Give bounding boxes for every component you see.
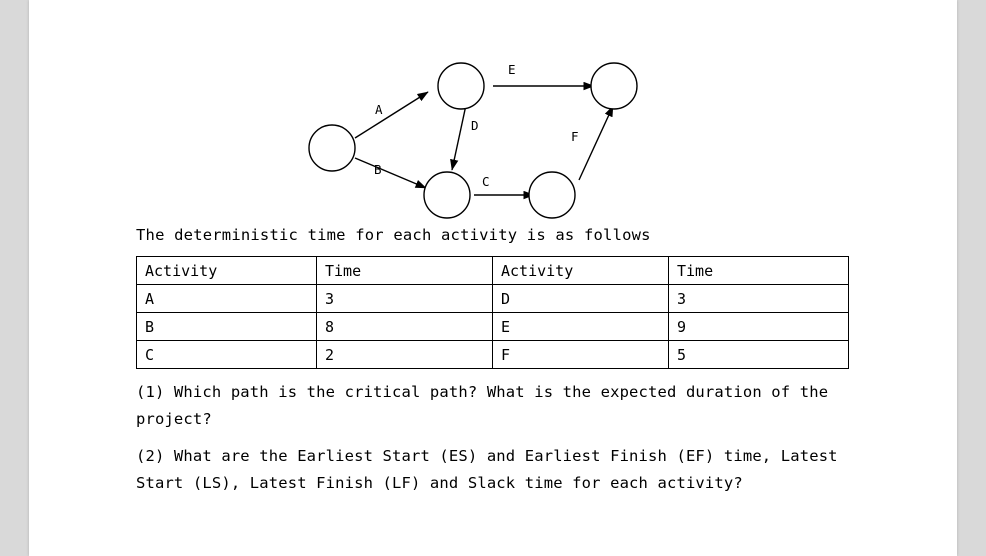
- table-header-row: [137, 257, 849, 285]
- cell-activity-e: E: [493, 313, 669, 341]
- activity-time-table: [136, 256, 849, 369]
- cell-time-e: 9: [669, 313, 849, 341]
- edge-label-d: D: [471, 118, 479, 133]
- cell-activity-f: F: [493, 341, 669, 369]
- cell-time-b: 8: [317, 313, 493, 341]
- cell-time-d: 3: [669, 285, 849, 313]
- table-header-time-1: Time: [317, 257, 493, 285]
- edge-f: [579, 106, 613, 180]
- table-header-time-2: Time: [669, 257, 849, 285]
- node-bottom-right: [529, 172, 575, 218]
- table-header-activity-2: Activity: [493, 257, 669, 285]
- edge-b: [355, 158, 426, 188]
- question-1: (1) Which path is the critical path? What is the expected duration of the project?: [136, 383, 829, 429]
- project-network-diagram: [156, 30, 676, 220]
- edge-a: [355, 92, 428, 138]
- edge-d: [452, 105, 466, 170]
- node-start: [309, 125, 355, 171]
- document-content: [136, 30, 876, 498]
- node-end: [591, 63, 637, 109]
- edge-label-f: F: [571, 129, 579, 144]
- cell-time-c: 2: [317, 341, 493, 369]
- cell-activity-d: D: [493, 285, 669, 313]
- node-bottom-mid: [424, 172, 470, 218]
- cell-activity-a: A: [137, 285, 317, 313]
- cell-time-a: 3: [317, 285, 493, 313]
- document-page: [29, 0, 957, 556]
- cell-time-f: 5: [669, 341, 849, 369]
- table-row: [137, 313, 849, 341]
- edge-label-c: C: [482, 174, 490, 189]
- question-2: (2) What are the Earliest Start (ES) and Earliest Finish (EF) time, Latest Start (LS), Latest Finish (LF) and Slack time for each activity?: [136, 447, 838, 493]
- node-top: [438, 63, 484, 109]
- edge-label-b: B: [374, 162, 382, 177]
- table-row: [137, 285, 849, 313]
- table-row: [137, 341, 849, 369]
- edge-label-e: E: [508, 62, 516, 77]
- cell-activity-c: C: [137, 341, 317, 369]
- table-header-activity-1: Activity: [137, 257, 317, 285]
- cell-activity-b: B: [137, 313, 317, 341]
- table-caption: The deterministic time for each activity is as follows: [136, 226, 651, 244]
- edge-label-a: A: [375, 102, 383, 117]
